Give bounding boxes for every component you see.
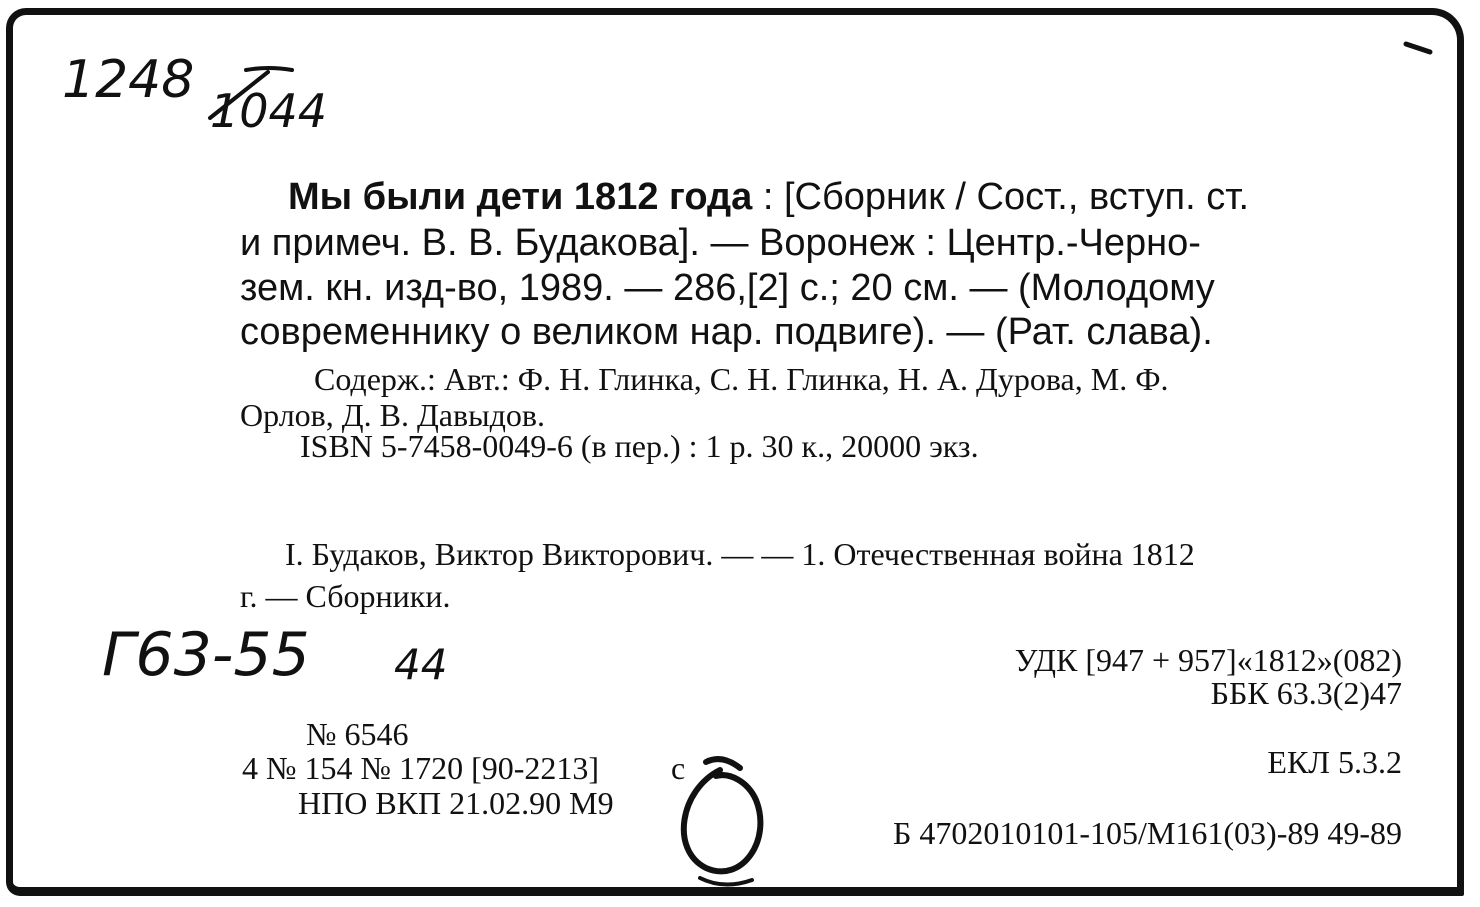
description-line-4: современнику о великом нар. подвиге). — (Рат. слава). bbox=[240, 311, 1213, 353]
shelf-mark: Г63-55 bbox=[102, 620, 310, 690]
pen-circle bbox=[684, 770, 761, 871]
description-line-3: зем. кн. изд-во, 1989. — 286,[2] с.; 20 см. — (Молодому bbox=[240, 267, 1215, 309]
pen-underline bbox=[700, 878, 752, 885]
contents-line-1: Содерж.: Авт.: Ф. Н. Глинка, С. Н. Глинка, Н. А. Дурова, М. Ф. bbox=[314, 361, 1169, 397]
ekl-code: ЕКЛ 5.3.2 bbox=[1267, 744, 1402, 780]
book-title: Мы были дети 1812 года bbox=[288, 176, 753, 218]
order-number: 4 № 154 № 1720 [90-2213] bbox=[242, 750, 600, 786]
fraction-slash bbox=[210, 72, 268, 118]
npo-line: НПО ВКП 21.02.90 М9 bbox=[298, 785, 614, 821]
accession-number: 1248 bbox=[62, 50, 195, 110]
bbk-code: ББК 63.3(2)47 bbox=[1210, 675, 1402, 711]
overline-stroke bbox=[246, 68, 292, 70]
udk-code: УДК [947 + 957]«1812»(082) bbox=[1014, 642, 1402, 678]
description-line-1-rest: : [Сборник / Сост., вступ. ст. bbox=[752, 176, 1250, 218]
tracings-line-1: I. Будаков, Виктор Викторович. — — 1. Отечественная война 1812 bbox=[285, 536, 1195, 572]
catalog-code: Б 4702010101-105/М161(03)-89 49-89 bbox=[893, 815, 1402, 851]
shelf-mark-sub: 44 bbox=[394, 640, 448, 689]
accession-sub: 1044 bbox=[210, 84, 328, 138]
card-number: № 6546 bbox=[306, 716, 409, 752]
tracings-line-2: г. — Сборники. bbox=[240, 578, 451, 614]
description-line-2: и примеч. В. В. Будакова]. — Воронеж : Центр.-Черно- bbox=[240, 222, 1201, 264]
pen-tick bbox=[706, 759, 740, 768]
corner-mark bbox=[1406, 44, 1430, 52]
contents-line-2: Орлов, Д. В. Давыдов. bbox=[240, 397, 545, 433]
isbn-line: ISBN 5-7458-0049-6 (в пер.) : 1 р. 30 к., 20000 экз. bbox=[300, 428, 979, 464]
order-suffix: с bbox=[671, 750, 686, 786]
